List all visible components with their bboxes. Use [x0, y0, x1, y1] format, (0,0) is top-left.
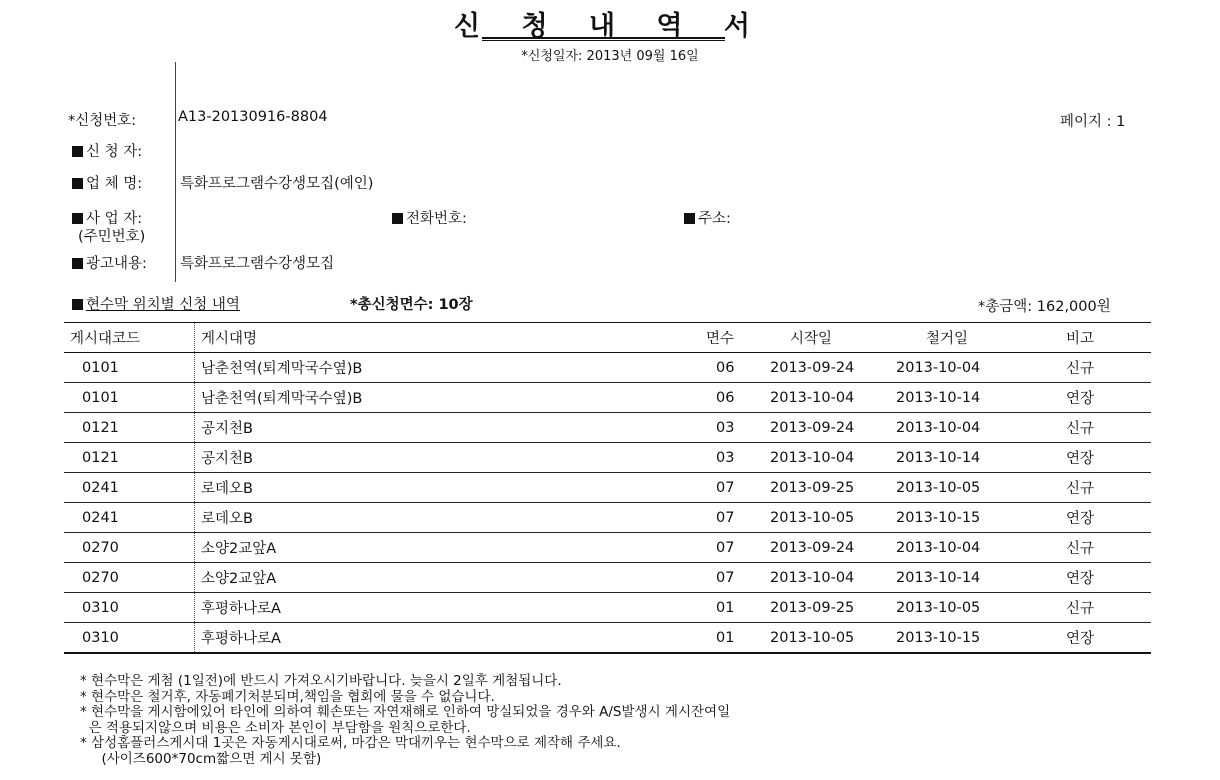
row-code: 0101	[64, 383, 195, 413]
note-line: * 현수막은 게첨 (1일전)에 반드시 가져오시기바랍니다. 늦을시 2일후 게첨됩니다.	[80, 673, 562, 689]
row-name: 로데오B	[195, 503, 707, 533]
row-code: 0310	[64, 593, 195, 623]
row-note: 연장	[1066, 623, 1151, 654]
row-name: 소양2교앞A	[195, 563, 707, 593]
table-row	[64, 413, 1151, 443]
row-start: 2013-10-04	[770, 383, 896, 413]
applicant-row	[72, 140, 142, 161]
title-underline-thin	[482, 40, 725, 41]
table-header-row	[64, 323, 1151, 353]
row-note: 신규	[1066, 413, 1151, 443]
row-count: 01	[706, 623, 770, 654]
row-name: 후평하나로A	[195, 623, 707, 654]
row-note: 연장	[1066, 563, 1151, 593]
note-line: (사이즈600*70cm짧으면 게시 못함)	[80, 750, 322, 767]
row-end: 2013-10-05	[896, 593, 1066, 623]
page-title: 신 청 내 역 서	[453, 11, 766, 42]
row-start: 2013-09-25	[770, 593, 896, 623]
row-count: 07	[706, 473, 770, 503]
ad-row	[72, 252, 147, 273]
row-note: 연장	[1066, 443, 1151, 473]
row-end: 2013-10-04	[896, 533, 1066, 563]
address-row	[684, 207, 731, 228]
table-row	[64, 563, 1151, 593]
company-label: 업 체 명:	[86, 176, 143, 192]
row-count: 07	[706, 563, 770, 593]
row-note: 신규	[1066, 593, 1151, 623]
table-row	[64, 623, 1151, 654]
row-code: 0121	[64, 443, 195, 473]
table-row	[64, 473, 1151, 503]
row-end: 2013-10-15	[896, 623, 1066, 654]
title-underline	[482, 37, 725, 39]
square-bullet-icon	[72, 213, 83, 224]
row-code: 0101	[64, 353, 195, 383]
row-start: 2013-09-24	[770, 413, 896, 443]
row-note: 신규	[1066, 473, 1151, 503]
label-divider	[175, 62, 176, 282]
row-code: 0270	[64, 533, 195, 563]
header-end: 철거일	[896, 323, 1066, 353]
section-heading	[72, 293, 240, 314]
row-code: 0241	[64, 503, 195, 533]
header-count: 면수	[706, 323, 770, 353]
application-date: *신청일자: 2013년 09월 16일	[521, 49, 699, 64]
row-count: 03	[706, 413, 770, 443]
row-code: 0270	[64, 563, 195, 593]
row-name: 공지천B	[195, 413, 707, 443]
row-count: 07	[706, 503, 770, 533]
phone-label: 전화번호:	[406, 211, 467, 227]
row-count: 03	[706, 443, 770, 473]
row-count: 07	[706, 533, 770, 563]
row-start: 2013-09-25	[770, 473, 896, 503]
note-line: * 삼성홈플러스게시대 1곳은 자동게시대로써, 마감은 막대끼우는 현수막으로 제작해 주세요.	[80, 735, 621, 751]
row-name: 로데오B	[195, 473, 707, 503]
table-row	[64, 503, 1151, 533]
row-count: 06	[706, 353, 770, 383]
square-bullet-icon	[72, 258, 83, 269]
row-count: 06	[706, 383, 770, 413]
phone-row	[392, 207, 467, 228]
row-code: 0310	[64, 623, 195, 654]
square-bullet-icon	[684, 213, 695, 224]
row-start: 2013-10-04	[770, 563, 896, 593]
row-note: 신규	[1066, 533, 1151, 563]
row-name: 남춘천역(퇴계막국수옆)B	[195, 353, 707, 383]
header-note: 비고	[1066, 323, 1151, 353]
ad-value: 특화프로그램수강생모집	[180, 256, 335, 272]
table-row	[64, 533, 1151, 563]
header-name: 게시대명	[195, 323, 707, 353]
square-bullet-icon	[72, 178, 83, 189]
application-number-label: *신청번호:	[68, 113, 137, 129]
section-label: 현수막 위치별 신청 내역	[86, 297, 240, 313]
row-code: 0121	[64, 413, 195, 443]
application-number-value: A13-20130916-8804	[178, 109, 328, 125]
table-row	[64, 383, 1151, 413]
ad-label: 광고내용:	[86, 256, 147, 272]
row-name: 공지천B	[195, 443, 707, 473]
note-line: * 현수막은 철거후, 자동폐기처분되며,책임을 협회에 물을 수 없습니다.	[80, 688, 495, 705]
business-label: 사 업 자:	[86, 211, 143, 227]
row-note: 연장	[1066, 503, 1151, 533]
row-end: 2013-10-05	[896, 473, 1066, 503]
row-end: 2013-10-14	[896, 383, 1066, 413]
table-row	[64, 593, 1151, 623]
note-line: 은 적용되지않으며 비용은 소비자 본인이 부담함을 원칙으로한다.	[80, 719, 471, 736]
row-count: 01	[706, 593, 770, 623]
square-bullet-icon	[72, 146, 83, 157]
square-bullet-icon	[392, 213, 403, 224]
total-count: *총신청면수: 10장	[350, 297, 473, 313]
row-code: 0241	[64, 473, 195, 503]
header-code: 게시대코드	[64, 323, 195, 353]
row-end: 2013-10-15	[896, 503, 1066, 533]
row-end: 2013-10-14	[896, 563, 1066, 593]
row-note: 연장	[1066, 383, 1151, 413]
row-name: 소양2교앞A	[195, 533, 707, 563]
company-row	[72, 172, 142, 193]
page-number: 페이지 : 1	[1060, 114, 1126, 130]
table-row	[64, 353, 1151, 383]
applicant-label: 신 청 자:	[86, 144, 143, 160]
row-start: 2013-09-24	[770, 353, 896, 383]
square-bullet-icon	[72, 299, 83, 310]
row-start: 2013-09-24	[770, 533, 896, 563]
business-sub-label: (주민번호)	[78, 229, 146, 245]
row-start: 2013-10-05	[770, 503, 896, 533]
row-end: 2013-10-04	[896, 413, 1066, 443]
row-end: 2013-10-04	[896, 353, 1066, 383]
application-table	[64, 322, 1151, 654]
header-start: 시작일	[770, 323, 896, 353]
row-end: 2013-10-14	[896, 443, 1066, 473]
total-amount: *총금액: 162,000원	[978, 299, 1111, 315]
row-name: 후평하나로A	[195, 593, 707, 623]
table-row	[64, 443, 1151, 473]
row-name: 남춘천역(퇴계막국수옆)B	[195, 383, 707, 413]
row-note: 신규	[1066, 353, 1151, 383]
company-value: 특화프로그램수강생모집(예인)	[180, 176, 374, 192]
notes-block	[80, 674, 730, 767]
note-line: * 현수막을 게시함에있어 타인에 의하여 훼손또는 자연재해로 인하여 망실되었을 경우와 A/S발생시 게시잔여일	[80, 704, 731, 720]
address-label: 주소:	[698, 211, 731, 227]
row-start: 2013-10-04	[770, 443, 896, 473]
row-start: 2013-10-05	[770, 623, 896, 654]
